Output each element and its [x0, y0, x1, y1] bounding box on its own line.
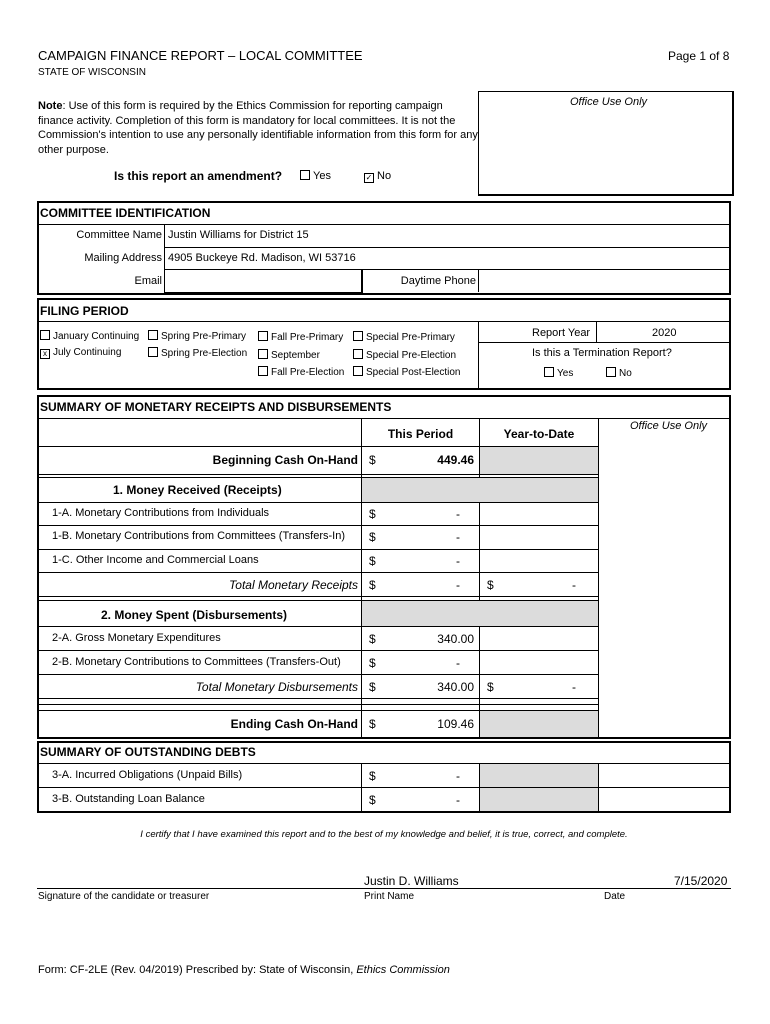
summary-office-use: Office Use Only — [630, 420, 708, 432]
ending-cash-value[interactable]: 109.46 — [437, 717, 474, 731]
date-value[interactable]: 7/15/2020 — [674, 874, 728, 888]
row-1c-dollar: $ — [369, 554, 376, 568]
row-2b-dollar: $ — [369, 656, 376, 670]
money-spent-heading: 2. Money Spent (Disbursements) — [101, 608, 288, 622]
ending-cash-label: Ending Cash On-Hand — [230, 717, 358, 731]
spring-pre-election[interactable]: Spring Pre-Election — [148, 347, 247, 359]
daytime-phone-field[interactable] — [478, 269, 730, 292]
spring-pre-primary-checkbox[interactable] — [148, 330, 158, 340]
row-2a-value[interactable]: 340.00 — [437, 632, 474, 646]
note-text: : Use of this form is required by the Ethics Commission for reporting campaign finance activity. Completion of this form is mandatory for local committees. It is not the Commission's intention to use any personally identifiable information from this form for any other purpose. — [38, 100, 478, 156]
spring-pre-primary[interactable]: Spring Pre-Primary — [148, 330, 246, 342]
termination-no-checkbox[interactable] — [606, 367, 616, 377]
september[interactable]: September — [258, 349, 320, 361]
mailing-address-value: 4905 Buckeye Rd. Madison, WI 53716 — [168, 252, 356, 264]
row-1b-label: 1-B. Monetary Contributions from Committees (Transfers-In) — [52, 530, 346, 542]
row-1a-value[interactable]: - — [456, 507, 460, 521]
jan-continuing[interactable]: January Continuing — [40, 330, 139, 342]
total-disb-ytd-value[interactable]: - — [572, 680, 576, 694]
total-disb-ytd-dollar: $ — [487, 680, 494, 694]
report-year-value[interactable]: 2020 — [652, 327, 677, 339]
row-3a-dollar: $ — [369, 769, 376, 783]
row-1b-dollar: $ — [369, 530, 376, 544]
row-1c-value[interactable]: - — [456, 554, 460, 568]
row-3a-value[interactable]: - — [456, 769, 460, 783]
total-receipts-ytd-dollar: $ — [487, 578, 494, 592]
amendment-yes[interactable]: Yes — [300, 170, 331, 182]
amendment-no-checkbox[interactable]: ✓ — [365, 173, 373, 182]
termination-question: Is this a Termination Report? — [532, 347, 672, 359]
committee-name-label: Committee Name — [76, 229, 162, 241]
row-3b-value[interactable]: - — [456, 793, 460, 807]
termination-yes-checkbox[interactable] — [544, 367, 554, 377]
row-2a-label: 2-A. Gross Monetary Expenditures — [52, 632, 221, 644]
row-3a-label: 3-A. Incurred Obligations (Unpaid Bills) — [52, 769, 243, 781]
termination-no[interactable]: No — [606, 367, 632, 379]
beginning-cash-value[interactable]: 449.46 — [437, 453, 474, 467]
col-this-period: This Period — [387, 427, 454, 441]
september-checkbox[interactable] — [258, 349, 268, 359]
row-2a-dollar: $ — [369, 632, 376, 646]
row-1b-value[interactable]: - — [456, 530, 460, 544]
total-disb-dollar: $ — [369, 680, 376, 694]
amendment-question: Is this report an amendment? — [114, 169, 283, 183]
row-1a-dollar: $ — [369, 507, 376, 521]
form-title: CAMPAIGN FINANCE REPORT – LOCAL COMMITTEE — [38, 48, 363, 63]
fall-pre-election-checkbox[interactable] — [258, 366, 268, 376]
office-use-label: Office Use Only — [570, 96, 648, 108]
total-receipts-dollar: $ — [369, 578, 376, 592]
signature-label: Signature of the candidate or treasurer — [38, 891, 210, 902]
summary-heading: SUMMARY OF MONETARY RECEIPTS AND DISBURSEMENTS — [40, 400, 392, 414]
special-pre-election[interactable]: Special Pre-Election — [353, 349, 456, 361]
print-name-value[interactable]: Justin D. Williams — [364, 874, 459, 888]
jul-continuing[interactable]: x July Continuing — [40, 347, 121, 359]
debts-heading: SUMMARY OF OUTSTANDING DEBTS — [40, 745, 256, 759]
fall-pre-election[interactable]: Fall Pre-Election — [258, 366, 344, 378]
special-pre-primary[interactable]: Special Pre-Primary — [353, 331, 455, 343]
fall-pre-primary[interactable]: Fall Pre-Primary — [258, 331, 343, 343]
total-disbursements-value[interactable]: 340.00 — [437, 680, 474, 694]
col-year-to-date: Year-to-Date — [503, 427, 575, 441]
beginning-cash-label: Beginning Cash On-Hand — [212, 453, 358, 467]
total-receipts-value[interactable]: - — [456, 578, 460, 592]
jan-continuing-checkbox[interactable] — [40, 330, 50, 340]
special-post-election-checkbox[interactable] — [353, 366, 363, 376]
row-3b-dollar: $ — [369, 793, 376, 807]
report-year-label: Report Year — [532, 327, 591, 339]
committee-name-value: Justin Williams for District 15 — [168, 229, 309, 241]
row-2b-label: 2-B. Monetary Contributions to Committees (Transfers-Out) — [52, 656, 341, 668]
footer-agency: Ethics Commission — [356, 964, 450, 976]
note-paragraph — [38, 99, 478, 157]
email-field[interactable] — [164, 269, 363, 294]
row-1a-label: 1-A. Monetary Contributions from Individuals — [52, 507, 270, 519]
ending-dollar: $ — [369, 717, 376, 731]
footer — [38, 964, 450, 976]
committee-heading: COMMITTEE IDENTIFICATION — [40, 206, 211, 220]
row-1c-label: 1-C. Other Income and Commercial Loans — [52, 554, 259, 566]
special-pre-primary-checkbox[interactable] — [353, 331, 363, 341]
special-pre-election-checkbox[interactable] — [353, 349, 363, 359]
jul-continuing-checkbox[interactable]: x — [40, 349, 50, 359]
total-disbursements-label: Total Monetary Disbursements — [195, 680, 358, 694]
beginning-dollar: $ — [369, 453, 376, 467]
certification-text: I certify that I have examined this report and to the best of my knowledge and belief, it is true, correct, and complete. — [140, 829, 628, 840]
termination-yes[interactable]: Yes — [544, 367, 573, 379]
filing-heading: FILING PERIOD — [40, 304, 129, 318]
total-receipts-label: Total Monetary Receipts — [229, 578, 358, 592]
fall-pre-primary-checkbox[interactable] — [258, 331, 268, 341]
mailing-address-label: Mailing Address — [84, 252, 162, 264]
amendment-no[interactable]: ✓ No — [365, 170, 392, 182]
spring-pre-election-checkbox[interactable] — [148, 347, 158, 357]
note-label: Note — [38, 100, 63, 112]
print-name-label: Print Name — [364, 891, 415, 902]
amendment-yes-checkbox[interactable] — [300, 170, 310, 180]
row-3b-label: 3-B. Outstanding Loan Balance — [52, 793, 205, 805]
date-label: Date — [604, 891, 626, 902]
page-number: Page 1 of 8 — [668, 49, 730, 63]
total-receipts-ytd-value[interactable]: - — [572, 578, 576, 592]
special-post-election[interactable]: Special Post-Election — [353, 366, 461, 378]
form-subtitle: STATE OF WISCONSIN — [38, 67, 146, 78]
daytime-phone-label: Daytime Phone — [400, 275, 476, 287]
footer-text: Form: CF-2LE (Rev. 04/2019) Prescribed by: State of Wisconsin, — [38, 964, 357, 976]
money-received-heading: 1. Money Received (Receipts) — [113, 483, 282, 497]
row-2b-value[interactable]: - — [456, 656, 460, 670]
email-label: Email — [134, 275, 162, 287]
